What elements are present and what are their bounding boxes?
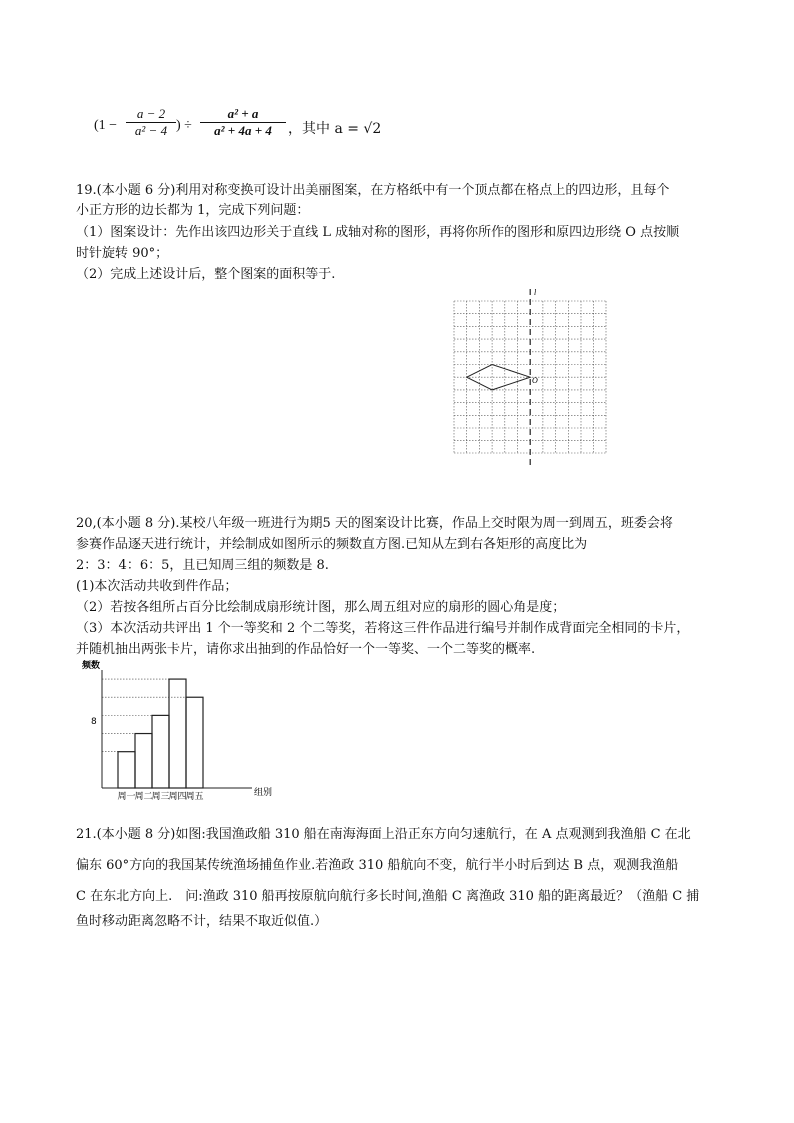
q21-line-1: 21.(本小题 8 分)如图:我国渔政船 310 船在南海海面上沿正东方向匀速航行，在 A 点观测到我渔船 C 在北 bbox=[76, 827, 691, 842]
bar-周一 bbox=[118, 752, 135, 788]
frequency-histogram bbox=[80, 660, 280, 802]
q19-line-4: 时针旋转 90°； bbox=[76, 246, 169, 261]
fraction-1-denominator: a² − 4 bbox=[126, 122, 176, 139]
q21-line-4: 鱼时移动距离忽略不计，结果不取近似值.） bbox=[76, 914, 328, 929]
fraction-2-numerator: a² + a bbox=[227, 106, 259, 121]
q20-line-3: 2：3：4：6：5，且已知周三组的频数是 8. bbox=[76, 558, 329, 573]
x-tick-周二: 周二 bbox=[134, 792, 153, 802]
formula-open: (1 − bbox=[94, 118, 118, 133]
label-o: O bbox=[532, 376, 538, 385]
q19-line-2: 小正方形的边长都为 1，完成下列问题： bbox=[76, 203, 310, 218]
q20-line-4: (1)本次活动共收到件作品； bbox=[76, 579, 238, 594]
x-tick-周四: 周四 bbox=[168, 792, 187, 802]
grid-dotted-lines bbox=[102, 679, 186, 752]
x-tick-周五: 周五 bbox=[185, 792, 204, 802]
fraction-1-numerator: a − 2 bbox=[136, 106, 166, 121]
formula-divide: ) ÷ bbox=[176, 118, 192, 133]
q20-line-7: 并随机抽出两张卡片，请你求出抽到的作品恰好一个一等奖、一个二等奖的概率. bbox=[76, 642, 536, 657]
bar-周二 bbox=[135, 734, 152, 788]
q19-line-3: （1）图案设计：先作出该四边形关于直线 L 成轴对称的图形，再将你所作的图形和原四边形绕 O 点按顺 bbox=[76, 225, 680, 240]
q20-line-6: （3）本次活动共评出 1 个一等奖和 2 个二等奖，若将这三件作品进行编号并制作成背面完全相同的卡片， bbox=[76, 621, 690, 636]
label-l: l bbox=[534, 288, 537, 297]
q19-line-5: （2）完成上述设计后，整个图案的面积等于. bbox=[76, 267, 336, 282]
fraction-2-denominator: a² + 4a + 4 bbox=[200, 122, 286, 139]
x-tick-周一: 周一 bbox=[117, 792, 136, 802]
bar-周五 bbox=[186, 697, 203, 788]
q20-line-5: （2）若按各组所占百分比绘制成扇形统计图，那么周五组对应的扇形的圆心角是度； bbox=[76, 600, 566, 615]
x-axis-label: 组别 bbox=[254, 788, 273, 798]
q21-line-2: 偏东 60°方向的我国某传统渔场捕鱼作业.若渔政 310 船航向不变，航行半小时后到达 B 点，观测我渔船 bbox=[76, 858, 679, 873]
q20-line-2: 参赛作品逐天进行统计，并绘制成如图所示的频数直方图.已知从左到右各矩形的高度比为 bbox=[76, 537, 588, 552]
fraction-1 bbox=[126, 106, 176, 139]
grid-figure bbox=[445, 285, 615, 470]
formula-tail: ，其中 a = √2 bbox=[288, 121, 382, 137]
y-tick-8: 8 bbox=[91, 717, 97, 727]
y-axis-label: 频数 bbox=[82, 661, 101, 671]
q19-line-1: 19.(本小题 6 分)利用对称变换可设计出美丽图案，在方格纸中有一个顶点都在格点上的四边形，且每个 bbox=[76, 183, 670, 198]
bar-周三 bbox=[152, 715, 169, 788]
q21-line-3: C 在东北方向上. 问:渔政 310 船再按原航向航行多长时间,渔船 C 离渔政 310 船的距离最近？（渔船 C 捕 bbox=[76, 889, 700, 904]
fraction-2 bbox=[200, 106, 286, 139]
x-tick-周三: 周三 bbox=[151, 792, 170, 802]
bar-周四 bbox=[169, 679, 186, 788]
q20-line-1: 20,(本小题 8 分).某校八年级一班进行为期5 天的图案设计比赛，作品上交时限为周一到周五，班委会将 bbox=[76, 516, 673, 531]
